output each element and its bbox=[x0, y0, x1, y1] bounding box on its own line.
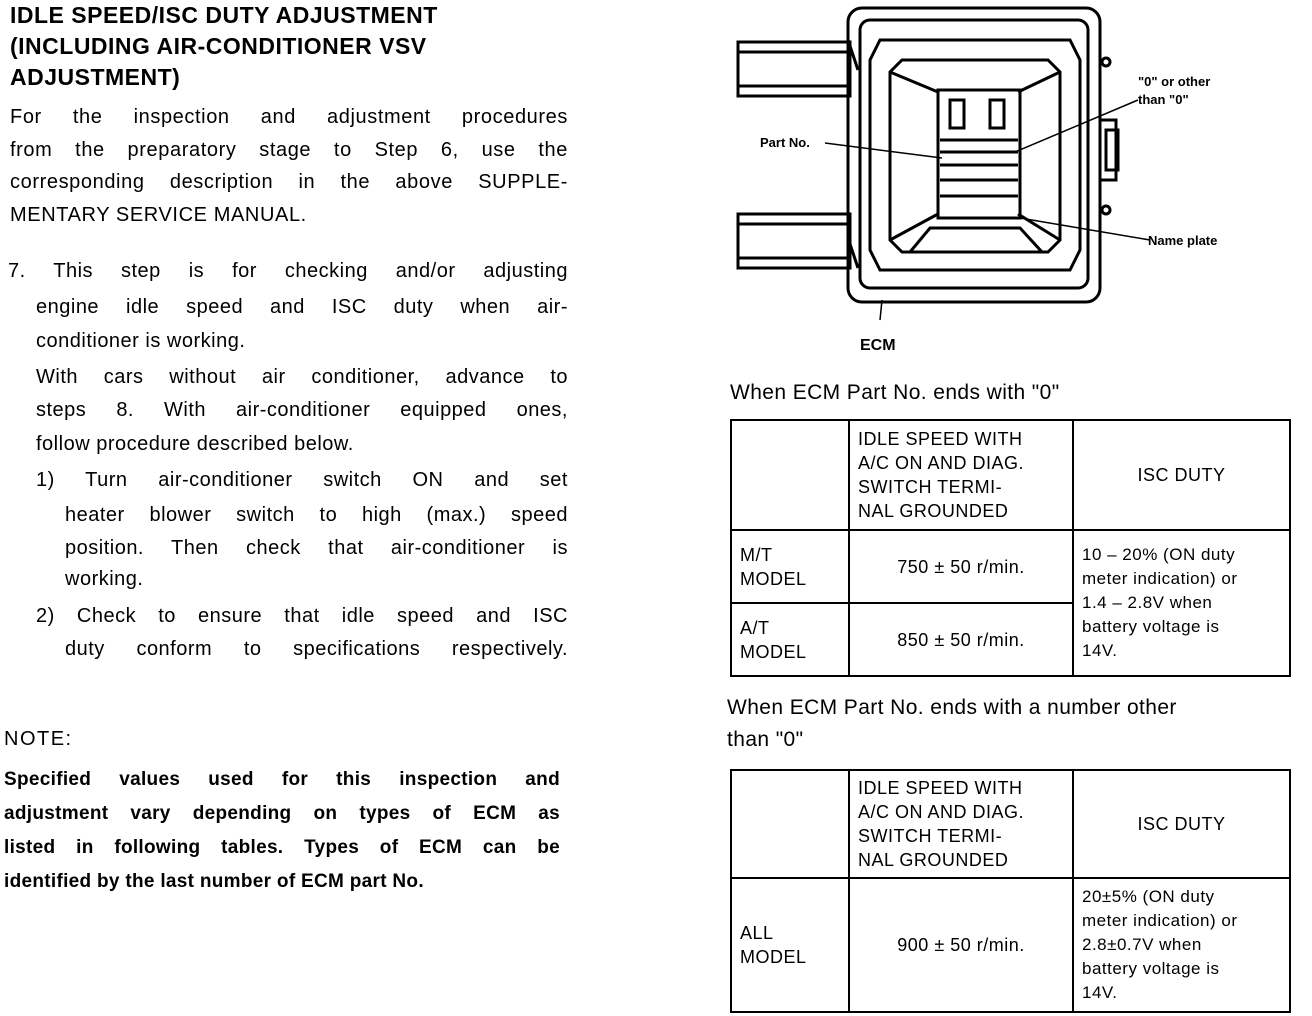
table2-header-idle: IDLE SPEED WITH A/C ON AND DIAG. SWITCH TERMI- NAL GROUNDED bbox=[849, 770, 1073, 878]
heading-line-1: IDLE SPEED/ISC DUTY ADJUSTMENT bbox=[10, 2, 438, 28]
table1-caption: When ECM Part No. ends with "0" bbox=[730, 381, 1060, 404]
table2-caption-line-1: When ECM Part No. ends with a number other bbox=[727, 696, 1177, 719]
label-name-plate: Name plate bbox=[1148, 233, 1218, 248]
table1-row2-model: A/T MODEL bbox=[731, 603, 849, 676]
note-title: NOTE: bbox=[4, 728, 73, 750]
intro-line-1: For the inspection and adjustment procedures bbox=[10, 106, 568, 128]
step-7 bbox=[0, 0, 600, 700]
substep1-line-3: position. Then check that air-conditioner is bbox=[65, 537, 568, 559]
table1-duty: 10 – 20% (ON duty meter indication) or 1.4 – 2.8V when battery voltage is 14V. bbox=[1073, 530, 1290, 676]
note-line-1: Specified values used for this inspection and bbox=[4, 769, 560, 790]
note-line-2: adjustment vary depending on types of ECM as bbox=[4, 803, 560, 824]
intro-line-3: corresponding description in the above SUPPLE- bbox=[10, 171, 568, 193]
table1-empty-header bbox=[731, 420, 849, 530]
intro-line-4: MENTARY SERVICE MANUAL. bbox=[10, 203, 307, 226]
table1-row2-speed: 850 ± 50 r/min. bbox=[849, 603, 1073, 676]
label-zero-line-1: "0" or other bbox=[1138, 74, 1211, 89]
label-ecm: ECM bbox=[860, 337, 896, 354]
substep1-line-2: heater blower switch to high (max.) speed bbox=[65, 504, 568, 526]
step7-line-1: 7. This step is for checking and/or adjusting bbox=[8, 260, 568, 282]
substep1-line-1: 1) Turn air-conditioner switch ON and set bbox=[36, 469, 568, 491]
table1-row1-model: M/T MODEL bbox=[731, 530, 849, 603]
substep1-line-4: working. bbox=[65, 568, 144, 590]
label-part-no: Part No. bbox=[760, 135, 810, 150]
step7-line-3: conditioner is working. bbox=[36, 330, 246, 352]
ecm-diagram bbox=[730, 0, 1290, 370]
step7-line-2: engine idle speed and ISC duty when air- bbox=[36, 296, 568, 318]
table2-header-duty: ISC DUTY bbox=[1073, 770, 1290, 878]
heading-line-2: (INCLUDING AIR-CONDITIONER VSV bbox=[10, 33, 427, 59]
step7-line-5: steps 8. With air-conditioner equipped ones, bbox=[36, 399, 568, 421]
table2-row1-speed: 900 ± 50 r/min. bbox=[849, 878, 1073, 1012]
table1-header-idle: IDLE SPEED WITH A/C ON AND DIAG. SWITCH TERMI- NAL GROUNDED bbox=[849, 420, 1073, 530]
table1 bbox=[730, 419, 1291, 677]
intro-line-2: from the preparatory stage to Step 6, use the bbox=[10, 138, 568, 161]
table2-caption-line-2: than "0" bbox=[727, 728, 804, 751]
table1-header-duty: ISC DUTY bbox=[1073, 420, 1290, 530]
step7-line-6: follow procedure described below. bbox=[36, 433, 354, 455]
table2-row1-model: ALL MODEL bbox=[731, 878, 849, 1012]
ecm-illustration bbox=[730, 0, 1290, 370]
substep2-line-2: duty conform to specifications respectively. bbox=[65, 638, 568, 660]
table2 bbox=[730, 769, 1291, 1013]
label-zero-line-2: than "0" bbox=[1138, 92, 1189, 107]
table2-duty: 20±5% (ON duty meter indication) or 2.8±0.7V when battery voltage is 14V. bbox=[1073, 878, 1290, 1012]
connector-bottom bbox=[738, 214, 850, 268]
substep2-line-1: 2) Check to ensure that idle speed and ISC bbox=[36, 605, 568, 627]
ecm-housing bbox=[848, 8, 1100, 302]
note-line-4: identified by the last number of ECM part No. bbox=[4, 871, 424, 892]
heading-line-3: ADJUSTMENT) bbox=[10, 64, 181, 90]
step7-line-4: With cars without air conditioner, advance to bbox=[36, 366, 568, 388]
table2-empty-header bbox=[731, 770, 849, 878]
note-line-3: listed in following tables. Types of ECM can be bbox=[4, 837, 560, 858]
table1-row1-speed: 750 ± 50 r/min. bbox=[849, 530, 1073, 603]
connector-top bbox=[738, 42, 850, 96]
